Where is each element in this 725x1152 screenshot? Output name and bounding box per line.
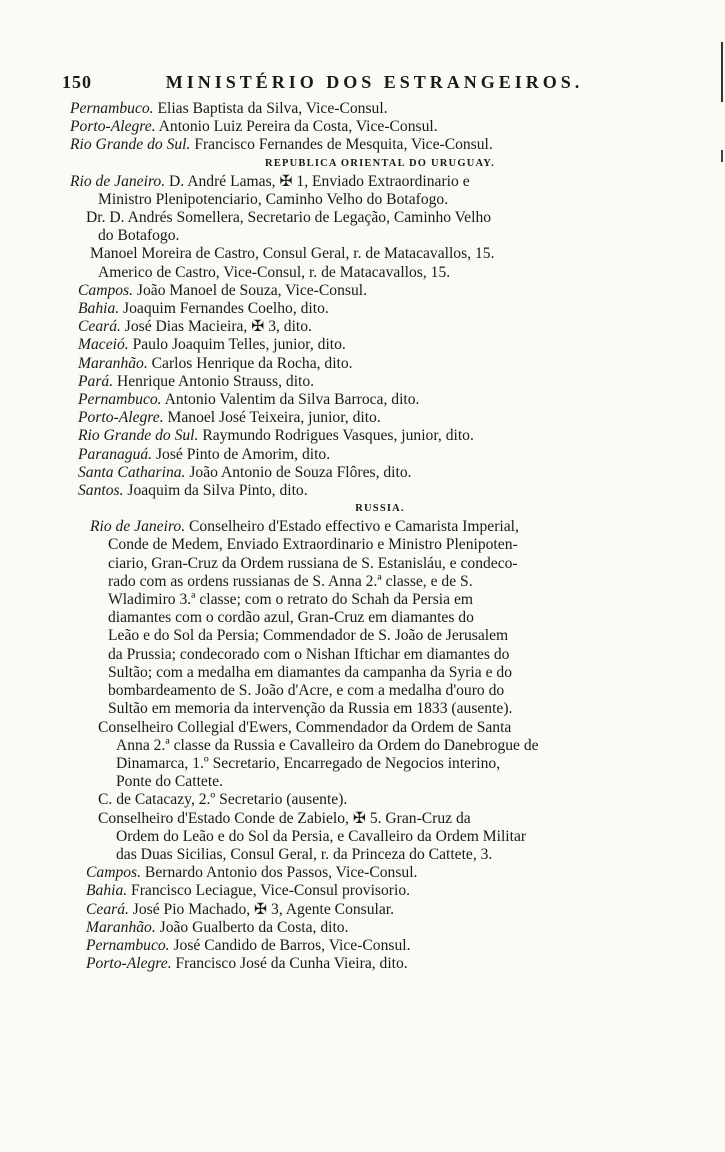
- entry-line: [60, 409, 660, 427]
- entry-place: Rio Grande do Sul.: [70, 136, 191, 154]
- entry-line: [60, 100, 660, 118]
- entry-place: Bahia.: [86, 882, 128, 900]
- entry-line: [60, 373, 660, 391]
- entry-place: Bahia.: [78, 300, 120, 318]
- scan-edge-mark: [721, 150, 723, 162]
- entry-text: Paulo Joaquim Telles, junior, dito.: [128, 336, 346, 354]
- entry-text: Antonio Luiz Pereira da Costa, Vice-Consul.: [155, 118, 438, 136]
- entry-line: [60, 882, 660, 900]
- entry-text: Raymundo Rodrigues Vasques, junior, dito.: [198, 427, 474, 445]
- entry-line: [60, 336, 660, 354]
- entry-continuation: Wladimiro 3.ª classe; com o retrato do Schah da Persia em: [108, 591, 474, 609]
- entry-continuation: Conde de Medem, Enviado Extraordinario e Ministro Plenipoten-: [108, 536, 518, 554]
- entry-line: C. de Catacazy, 2.º Secretario (ausente).: [98, 791, 348, 809]
- entry-place: Pernambuco.: [78, 391, 162, 409]
- entry-continuation: da Prussia; condecorado com o Nishan Iftichar em diamantes do: [108, 645, 510, 663]
- entry-text: Conselheiro d'Estado effectivo e Camarista Imperial,: [185, 518, 519, 536]
- entry-line: [60, 173, 660, 191]
- entry-continuation: Ponte do Cattete.: [116, 773, 223, 791]
- entry-text: José Candido de Barros, Vice-Consul.: [169, 936, 411, 954]
- page-number: 150: [62, 72, 92, 92]
- entry-text: Joaquim Fernandes Coelho, dito.: [119, 300, 329, 318]
- entry-line: [60, 464, 660, 482]
- entry-continuation: Sultão; com a medalha em diamantes da campanha da Syria e do: [108, 663, 512, 681]
- entry-place: Rio de Janeiro.: [90, 518, 186, 536]
- entry-line: [60, 937, 660, 955]
- entry-text: Joaquim da Silva Pinto, dito.: [123, 482, 308, 500]
- entry-line: Conselheiro d'Estado Conde de Zabielo, ✠ 5. Gran-Cruz da: [98, 809, 471, 827]
- entry-text: Francisco José da Cunha Vieira, dito.: [171, 955, 408, 973]
- page-content: [60, 100, 660, 973]
- entry-text: Henrique Antonio Strauss, dito.: [113, 372, 315, 390]
- running-title: MINISTÉRIO DOS ESTRANGEIROS.: [165, 72, 584, 92]
- entry-place: Pará.: [78, 372, 114, 390]
- entry-line: [60, 300, 660, 318]
- entry-place: Rio Grande do Sul.: [78, 427, 199, 445]
- entry-continuation: do Botafogo.: [98, 227, 180, 245]
- entry-place: Pernambuco.: [70, 100, 154, 117]
- entry-line: [60, 391, 660, 409]
- section-heading-russia: RUSSIA.: [355, 503, 405, 515]
- entry-line: Conselheiro Collegial d'Ewers, Commendador da Ordem de Santa: [98, 718, 512, 736]
- entry-text: Elias Baptista da Silva, Vice-Consul.: [153, 100, 388, 117]
- entry-line: Manoel Moreira de Castro, Consul Geral, r. de Matacavallos, 15.: [90, 245, 495, 263]
- entry-line: [60, 901, 660, 919]
- entry-place: Santos.: [78, 482, 124, 500]
- entry-text: José Dias Macieira, ✠ 3, dito.: [120, 318, 312, 336]
- entry-continuation: Dinamarca, 1.º Secretario, Encarregado de Negocios interino,: [116, 754, 501, 772]
- entry-line: [60, 482, 660, 500]
- entry-continuation: rado com as ordens russianas de S. Anna 2.ª classe, e de S.: [108, 572, 473, 590]
- entry-place: Pernambuco.: [86, 936, 170, 954]
- entry-continuation: Anna 2.ª classe da Russia e Cavalleiro da Ordem do Danebrogue de: [116, 736, 539, 754]
- entry-place: Porto-Alegre.: [70, 118, 156, 136]
- entry-place: Maranhão.: [78, 354, 148, 372]
- section-heading-uruguay: REPUBLICA ORIENTAL DO URUGUAY.: [265, 157, 495, 169]
- entry-place: Porto-Alegre.: [86, 955, 172, 973]
- entry-place: Rio de Janeiro.: [70, 172, 166, 190]
- entry-line: [60, 955, 660, 973]
- entry-continuation: ciario, Gran-Cruz da Ordem russiana de S. Estanisláu, e condeco-: [108, 554, 518, 572]
- entry-place: Porto-Alegre.: [78, 409, 164, 427]
- entry-line: [60, 282, 660, 300]
- entry-place: Santa Catharina.: [78, 463, 186, 481]
- entry-line: [60, 318, 660, 336]
- entry-place: Maceió.: [78, 336, 129, 354]
- entry-line: [60, 118, 660, 136]
- entry-line: [60, 518, 660, 536]
- page-header: [62, 72, 662, 98]
- entry-text: Carlos Henrique da Rocha, dito.: [147, 354, 353, 372]
- entry-continuation: diamantes com o cordão azul, Gran-Cruz em diamantes do: [108, 609, 474, 627]
- entry-continuation: Ministro Plenipotenciario, Caminho Velho do Botafogo.: [98, 190, 449, 208]
- entry-text: Bernardo Antonio dos Passos, Vice-Consul.: [141, 864, 418, 882]
- entry-text: Francisco Leciague, Vice-Consul provisorio.: [127, 882, 411, 900]
- entry-continuation: bombardeamento de S. João d'Acre, e com a medalha d'ouro do: [108, 682, 505, 700]
- entry-text: João Manoel de Souza, Vice-Consul.: [133, 281, 367, 299]
- entry-text: José Pinto de Amorim, dito.: [152, 445, 331, 463]
- entry-line: [60, 864, 660, 882]
- entry-line: [60, 427, 660, 445]
- entry-line: [60, 446, 660, 464]
- entry-line: Americo de Castro, Vice-Consul, r. de Matacavallos, 15.: [98, 263, 451, 281]
- entry-text: Manoel José Teixeira, junior, dito.: [163, 409, 381, 427]
- entry-place: Ceará.: [86, 900, 129, 918]
- entry-text: D. André Lamas, ✠ 1, Enviado Extraordinario e: [165, 172, 470, 190]
- entry-continuation: Ordem do Leão e do Sol da Persia, e Cavalleiro da Ordem Militar: [116, 827, 527, 845]
- entry-place: Maranhão.: [86, 918, 156, 936]
- entry-text: Antonio Valentim da Silva Barroca, dito.: [161, 391, 420, 409]
- entry-text: João Gualberto da Costa, dito.: [155, 918, 349, 936]
- scan-edge-mark: [721, 42, 723, 102]
- entry-text: José Pio Machado, ✠ 3, Agente Consular.: [128, 900, 395, 918]
- entry-line: [60, 355, 660, 373]
- entry-place: Paranaguá.: [78, 445, 153, 463]
- entry-place: Campos.: [86, 864, 142, 882]
- entry-line: Dr. D. Andrés Somellera, Secretario de Legação, Caminho Velho: [86, 209, 492, 227]
- entry-place: Ceará.: [78, 318, 121, 336]
- entry-text: Francisco Fernandes de Mesquita, Vice-Consul.: [190, 136, 493, 154]
- entry-place: Campos.: [78, 281, 134, 299]
- entry-text: João Antonio de Souza Flôres, dito.: [185, 463, 412, 481]
- entry-continuation: Sultão em memoria da intervenção da Russia em 1833 (ausente).: [108, 700, 513, 718]
- entry-line: [60, 136, 660, 154]
- entry-line: [60, 919, 660, 937]
- entry-continuation: das Duas Sicilias, Consul Geral, r. da Princeza do Cattete, 3.: [116, 845, 493, 863]
- entry-continuation: Leão e do Sol da Persia; Commendador de S. João de Jerusalem: [108, 627, 509, 645]
